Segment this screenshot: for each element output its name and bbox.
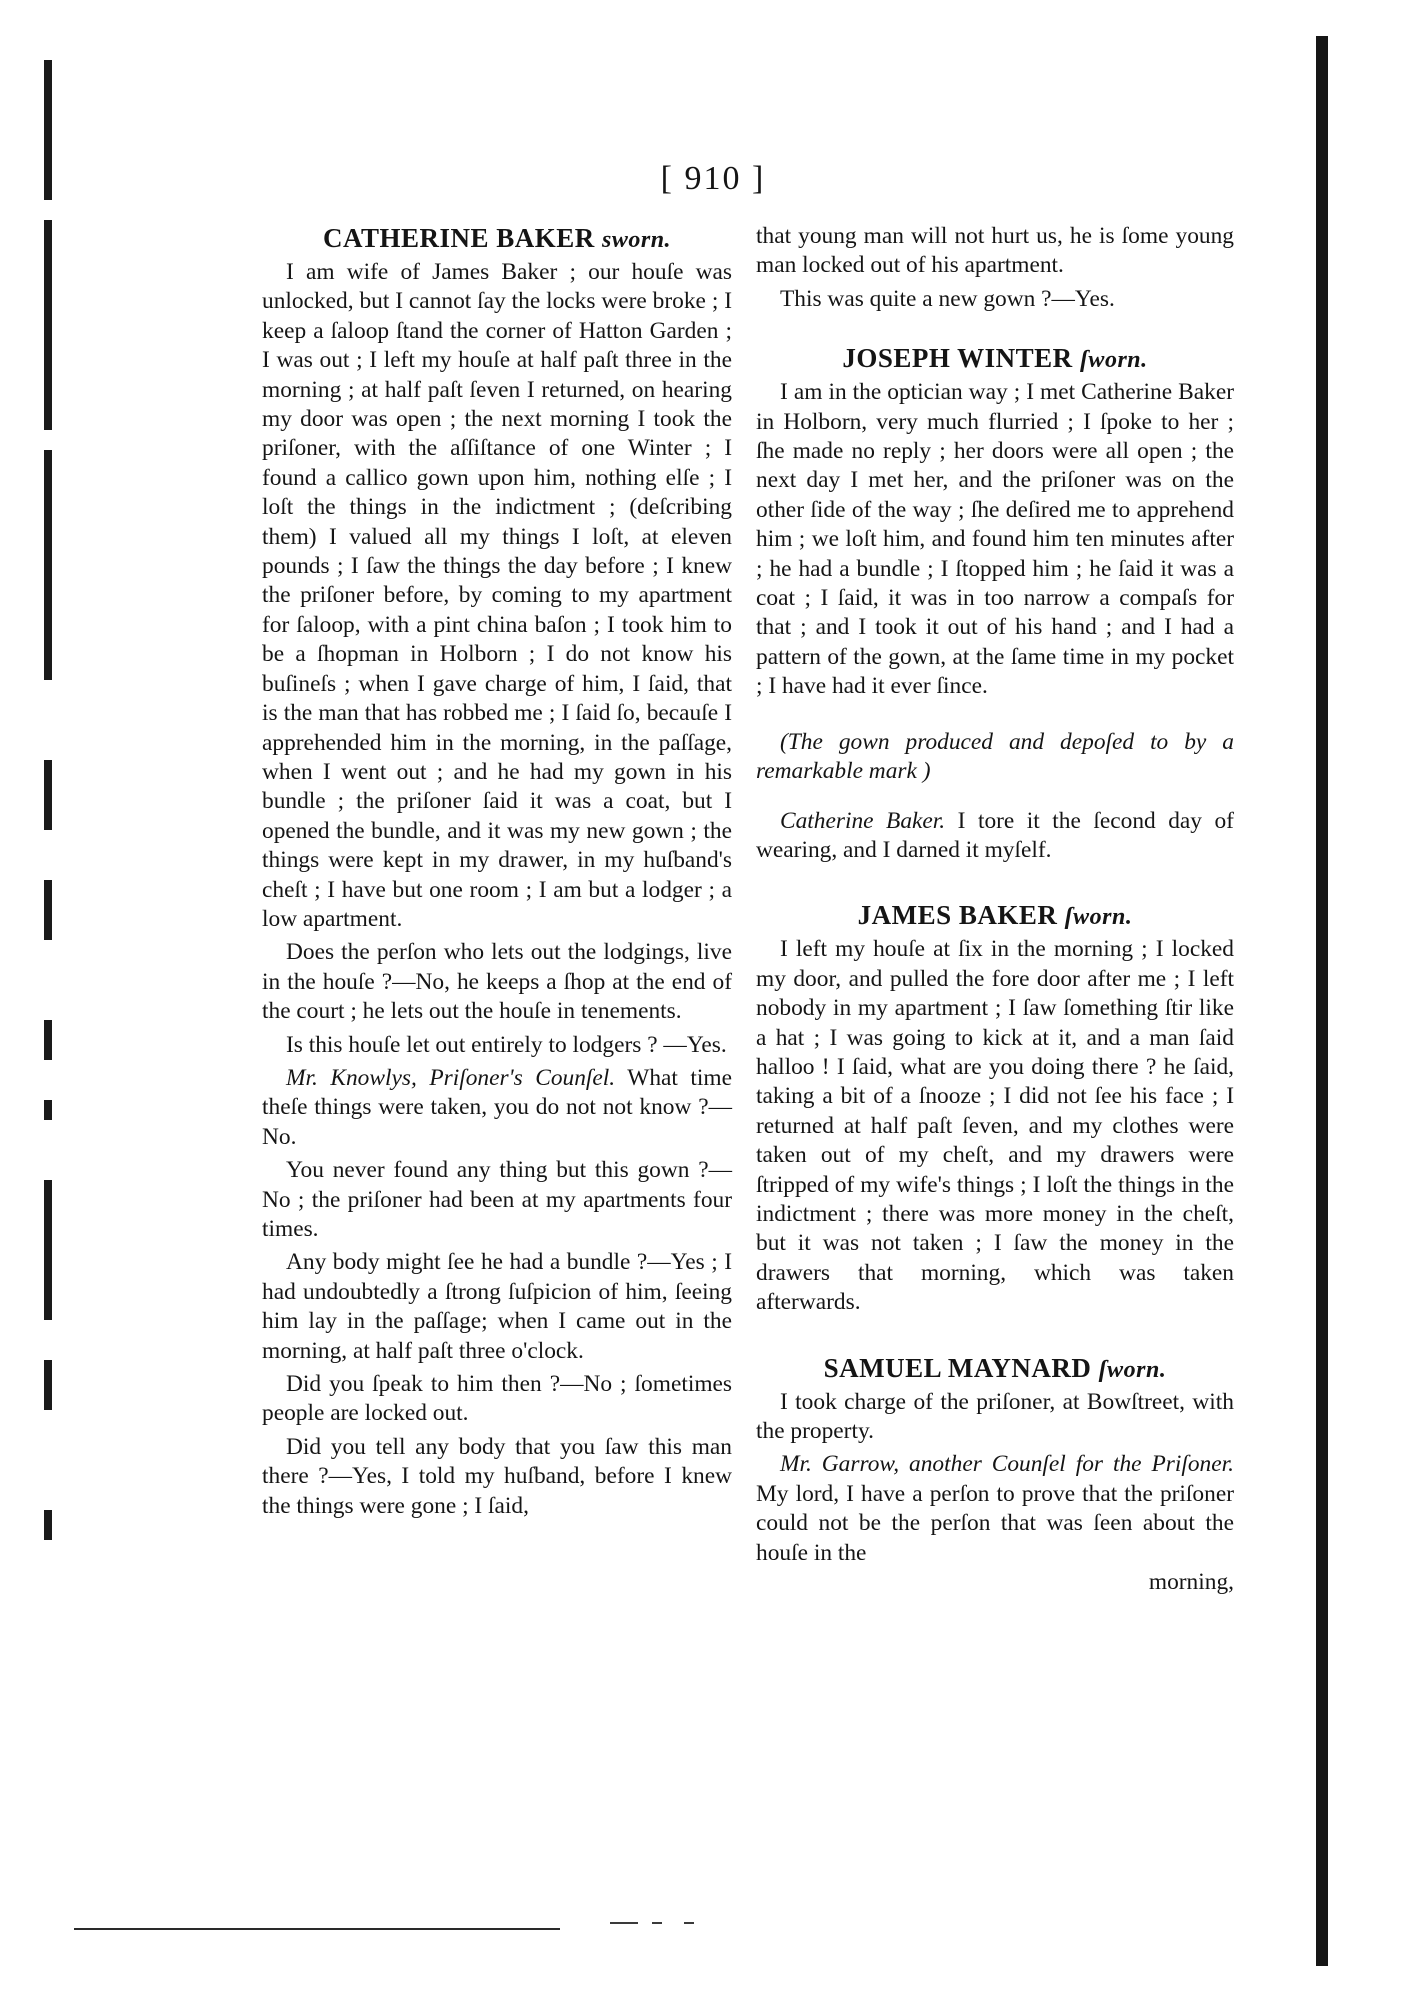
testimony-paragraph: Mr. Knowlys, Priſoner's Counſel. What time theſe things were taken, you do not not know ?—No. [262,1064,733,1150]
testimony-paragraph: I am wife of James Baker ; our houſe was unlocked, but I cannot ſay the locks were broke ; I keep a ſaloop ſtand the corner of Hatton Garden ; I was out ; I left my houſe at half paſt three in the morning ; at half paſt ſeven I returned, on hearing my door was open ; the next morning I took the priſoner, with the aſſiſtance of one Winter ; I found a callico gown upon him, nothing elſe ; I loſt the things in the indictment ; (deſcribing them) I valued all my things I loſt, at eleven pounds ; I ſaw the things the day before ; I knew the priſoner before, by coming to my apartment for ſaloop, with a pint china baſon ; I took him to be a ſhopman in Holborn ; I do not know his buſineſs ; when I gave charge of him, I ſaid, that is the man that has robbed me ; I ſaid ſo, becauſe I apprehended him in the morning, in the paſſage, when I went out ; and he had my gown in his bundle ; the priſoner ſaid it was a coat, but I opened the bundle, and it was my new gown ; the things were kept in my drawer, in my huſband's cheſt ; I have but one room ; I am but a lodger ; a low apartment. [262,259,732,932]
speaker-name: Mr. Garrow, another Counſel for the Priſoner. [780,1451,1234,1478]
witness-heading-catherine-baker: CATHERINE BAKER sworn. [322,223,672,253]
speaker-name: Mr. Knowlys, Priſoner's Counſel. [286,1064,616,1091]
testimony-paragraph: Any body might ſee he had a bundle ?—Yes ; I had undoubtedly a ſtrong ſuſpicion of him, ſeeing him lay in the paſſage; when I came out in the morning, at half paſt three o'clock. [262,1249,732,1364]
speaker-name: Catherine Baker. [780,807,946,834]
testimony-paragraph: Does the perſon who lets out the lodgings, live in the houſe ?—No, he keeps a ſhop at the end of the court ; he lets out the houſe in tenements. [262,939,732,1025]
testimony-paragraph: Catherine Baker. I tore it the ſecond day of wearing, and I darned it myſelf. [756,807,1234,863]
bottom-rule-dash [652,1922,662,1924]
left-column [262,222,732,1521]
bottom-rule-dash [684,1922,694,1924]
court-note: (The gown produced and depoſed to by a remarkable mark ) [756,728,1234,785]
testimony-paragraph: Did you ſpeak to him then ?—No ; ſometimes people are locked out. [262,1371,732,1427]
bottom-rule [74,1928,560,1930]
scan-edge-left [44,60,52,1600]
testimony-paragraph: Mr. Garrow, another Counſel for the Priſoner. My lord, I have a perſon to prove that the priſoner could not be the perſon that was ſeen about the houſe in the [756,1451,1234,1566]
testimony-paragraph: This was quite a new gown ?—Yes. [780,285,1115,312]
testimony-paragraph: I am in the optician way ; I met Catherine Baker in Holborn, very much flurried ; I ſpoke to her ; ſhe made no reply ; her doors were all open ; the next day I met her, and the priſoner was on the other ſide of the way ; ſhe deſired me to apprehend him ; we loſt him, and found him ten minutes after ; he had a bundle ; I ſtopped him ; he ſaid it was a coat ; I ſaid, it was in too narrow a compaſs for that ; and I took it out of his hand ; and I had a pattern of the gown, at the ſame time in my pocket ; I have had it ever ſince. [756,379,1234,700]
witness-heading-samuel-maynard: SAMUEL MAYNARD ſworn. [823,1352,1167,1383]
right-column [756,222,1234,1597]
witness-heading-james-baker: JAMES BAKER ſworn. [857,900,1133,931]
bottom-rule-dash [610,1922,638,1924]
testimony-paragraph: I took charge of the priſoner, at Bowſtreet, with the property. [756,1388,1234,1444]
witness-heading-joseph-winter: JOSEPH WINTER ſworn. [842,343,1148,374]
testimony-continuation: that young man will not hurt us, he is ſome young man locked out of his apartment. [756,223,1234,279]
testimony-paragraph: Did you tell any body that you ſaw this man there ?—Yes, I told my huſband, before I knew the things were gone ; I ſaid, [262,1433,732,1519]
testimony-paragraph: You never found any thing but this gown ?—No ; the priſoner had been at my apartments four times. [262,1157,732,1242]
page-number: [ 910 ] [660,160,766,197]
catchword: morning, [1148,1569,1234,1596]
scan-edge-right [1316,36,1328,1966]
testimony-paragraph: I left my houſe at ſix in the morning ; I locked my door, and pulled the fore door after me ; I left nobody in my apartment ; I ſaw ſomething ſtir like a hat ; I was going to kick at it, and a man ſaid halloo ! I ſaid, what are you doing there ? he ſaid, taking a bit of a ſnooze ; I did not ſee his face ; I returned at half paſt ſeven, and my clothes were taken out of my cheſt, and my drawers were ſtripped of my wife's things ; I loſt the things in the indictment ; there was more money in the cheſt, but it was not taken ; I ſaw the money in the drawers that morning, which was taken afterwards. [756,936,1234,1316]
testimony-paragraph: Is this houſe let out entirely to lodgers ? —Yes. [286,1031,727,1058]
